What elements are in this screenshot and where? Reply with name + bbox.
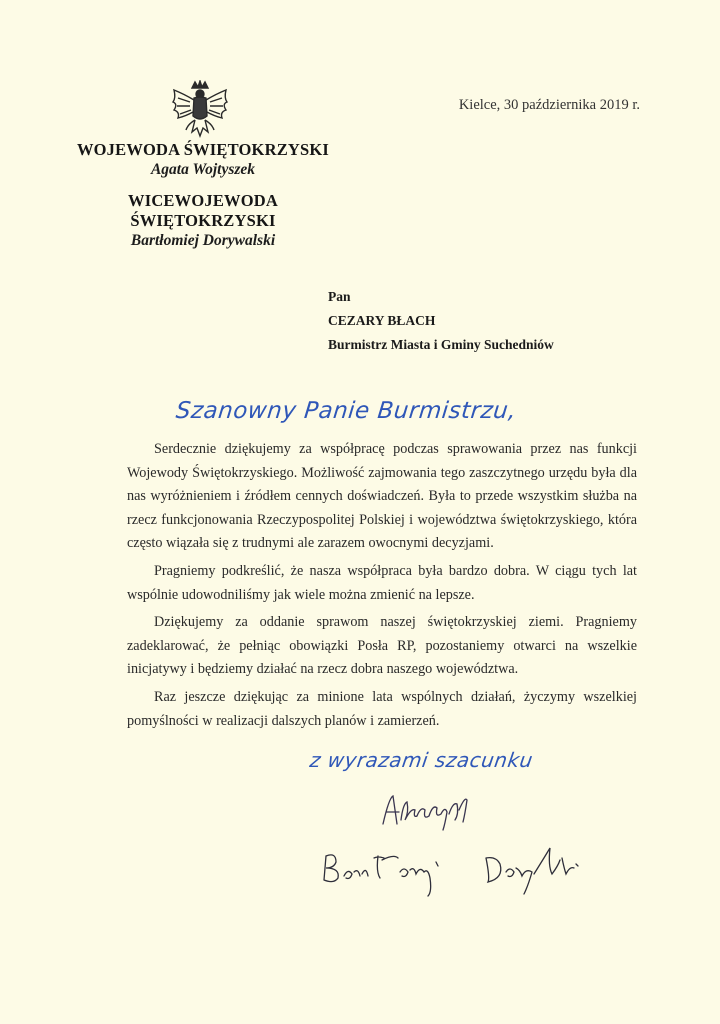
polish-eagle-emblem-icon: [170, 80, 230, 144]
handwritten-closing: z wyrazami szacunku: [308, 748, 535, 772]
body-paragraph: Raz jeszcze dziękując za minione lata wspólnych działań, życzymy wszelkiej pomyślności w realizacji dalszych planów i zamierzeń.: [127, 688, 637, 729]
sender-name-vice-voivode: Bartłomiej Dorywalski: [130, 232, 276, 249]
sender-office-vice-voivode: WICEWOJEWODA ŚWIĘTOKRZYSKI: [128, 191, 278, 230]
recipient-position: Burmistrz Miasta i Gminy Suchedniów: [328, 337, 554, 352]
recipient-block: [328, 289, 554, 361]
body-paragraph: Dziękujemy za oddanie sprawom naszej świętokrzyskiej ziemi. Pragniemy zadeklarować, że pełniąc obowiązki Posła RP, pozostaniemy otwarci na wszelkie inicjatywy i będziemy działać na rzecz dobra naszego województwa.: [127, 614, 637, 678]
signature-vice-voivode: [318, 838, 588, 898]
recipient-name: CEZARY BŁACH: [328, 313, 436, 328]
sender-office-voivode: WOJEWODA ŚWIĘTOKRZYSKI: [76, 140, 330, 159]
recipient-title: Pan: [328, 289, 351, 304]
body-paragraph: Pragniemy podkreślić, że nasza współpraca była bardzo dobra. W ciągu tych lat wspólnie udowodniliśmy jak wiele można zmienić na lepsze.: [127, 562, 637, 603]
letter-body: [127, 438, 637, 737]
letter-date: Kielce, 30 października 2019 r.: [458, 97, 640, 113]
sender-block: [58, 140, 348, 250]
sender-name-voivode: Agata Wojtyszek: [150, 161, 256, 178]
body-paragraph: Serdecznie dziękujemy za współpracę podczas sprawowania przez nas funkcji Wojewody Świętokrzyskiego. Możliwość zajmowania tego zaszczytnego urzędu była dla nas wyróżnieniem i źródłem cennych doświadczeń. Była to przede wszystkim służba na rzecz funkcjonowania Rzeczypospolitej Polskiej i województwa świętokrzyskiego, która często wiązała się z trudnymi ale zarazem owocnymi decyzjami.: [127, 441, 637, 552]
handwritten-salutation: Szanowny Panie Burmistrzu,: [174, 398, 518, 424]
signature-voivode: [375, 790, 475, 832]
